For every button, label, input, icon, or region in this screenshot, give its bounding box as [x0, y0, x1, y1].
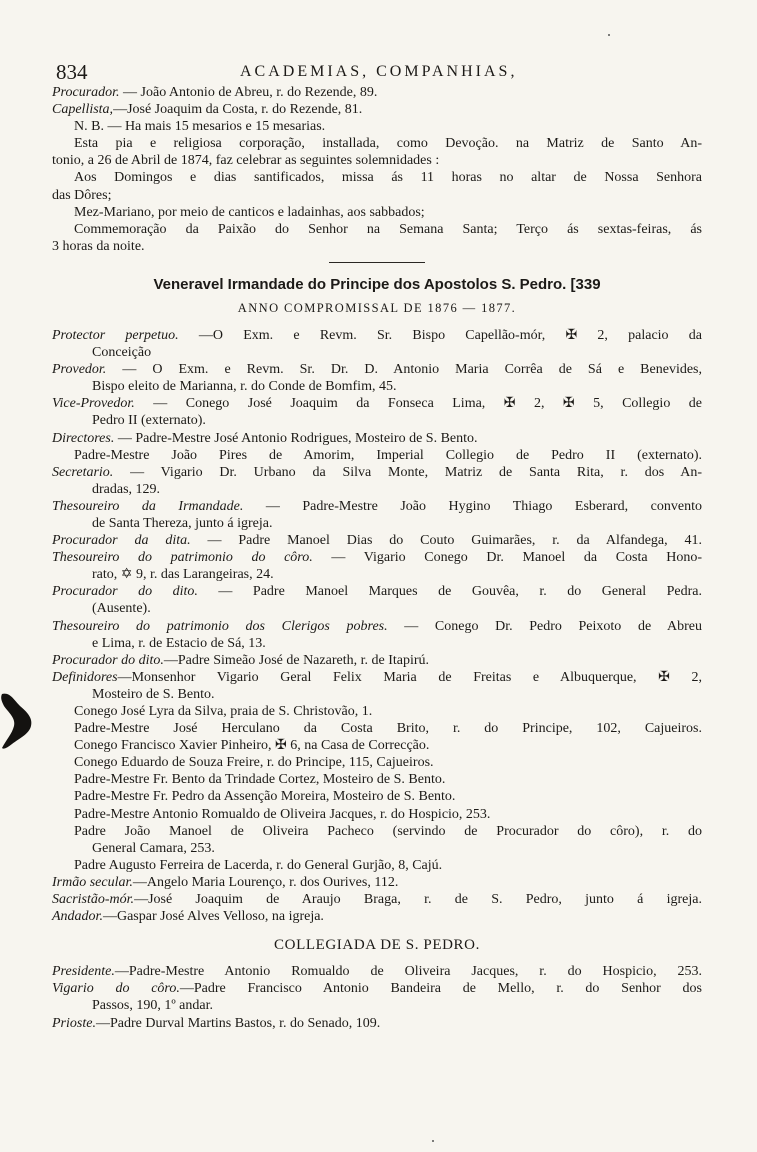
- entry-text: Conego José Lyra da Silva, praia de S. Christovão, 1.: [74, 704, 373, 719]
- entry-text: Padre Augusto Ferreira de Lacerda, r. do General Gurjão, 8, Cajú.: [74, 857, 443, 873]
- entry-line: [52, 618, 702, 635]
- margin-ink-blot: [0, 690, 34, 752]
- entry-role: Procurador do dito.: [52, 584, 198, 600]
- speck: [432, 1140, 434, 1142]
- entry-line: [52, 481, 702, 498]
- entry-text: — Vigario Dr. Urbano da Silva Monte, Matriz de Santa Rita, r. dos An-: [113, 464, 702, 480]
- entry-text: N. B. — Ha mais 15 mesarios e 15 mesarias.: [74, 119, 326, 135]
- section-entries: [52, 327, 702, 925]
- entry-line: [52, 754, 702, 771]
- collegiada-entries: [52, 963, 702, 1031]
- entry-line: [52, 600, 702, 617]
- entry-line: [52, 118, 702, 135]
- entry-role: Provedor.: [52, 362, 107, 378]
- entry-line: [52, 720, 702, 737]
- entry-line: [52, 515, 702, 532]
- entry-text: —O Exm. e Revm. Sr. Bispo Capellão-mór, ✠ 2, palacio da: [178, 327, 702, 343]
- entry-role: Vice-Provedor.: [52, 396, 135, 412]
- paragraph-line: Commemoração da Paixão do Senhor na Semana Santa; Terço ás sextas-feiras, ás: [74, 221, 702, 237]
- paragraph-line: 3 horas da noite.: [52, 238, 145, 254]
- entry-role: Definidores: [52, 669, 118, 685]
- entry-line: [52, 635, 702, 652]
- entry-line: [52, 101, 702, 118]
- entry-line: [52, 378, 702, 395]
- entry-text: Padre-Mestre João Pires de Amorim, Imperial Collegio de Pedro II (externato).: [74, 447, 702, 463]
- entry-role: Presidente.: [52, 964, 115, 980]
- paragraph-line: Esta pia e religiosa corporação, installada, como Devoção. na Matriz de Santo An-: [74, 136, 702, 152]
- entry-line: [52, 583, 702, 600]
- entry-text: —Gaspar José Alves Velloso, na igreja.: [102, 909, 324, 925]
- entry-text: Mosteiro de S. Bento.: [92, 686, 215, 702]
- entry-role: Irmão secular.: [52, 874, 133, 890]
- entry-text: —Padre-Mestre Antonio Romualdo de Oliveira Jacques, r. do Hospicio, 253.: [114, 964, 702, 980]
- entry-role: Capellista,: [52, 102, 114, 118]
- document-page: [52, 58, 702, 1032]
- entry-line: [52, 652, 702, 669]
- entry-text: Conceição: [92, 345, 152, 361]
- entry-line: [52, 447, 702, 464]
- entry-line: [52, 823, 702, 840]
- entry-line: [52, 566, 702, 583]
- entry-text: — O Exm. e Revm. Sr. Dr. D. Antonio Maria Corrêa de Sá e Benevides,: [106, 362, 702, 378]
- entry-line: [52, 532, 702, 549]
- entry-text: Conego Francisco Xavier Pinheiro, ✠ 6, na Casa de Correcção.: [74, 738, 430, 754]
- entry-text: — Conego Dr. Pedro Peixoto de Abreu: [387, 618, 703, 634]
- entry-line: [52, 963, 702, 980]
- entry-text: —Padre Simeão José de Nazareth, r. de Itapirú.: [163, 652, 430, 668]
- running-title: ACADEMIAS, COMPANHIAS,: [240, 63, 518, 80]
- entry-line: [52, 498, 702, 515]
- entry-text: dradas, 129.: [92, 481, 161, 497]
- entry-line: [52, 997, 702, 1014]
- paragraph-line: Mez-Mariano, por meio de canticos e ladainhas, aos sabbados;: [74, 204, 425, 220]
- paragraph-line: Aos Domingos e dias santificados, missa ás 11 horas no altar de Nossa Senhora: [74, 170, 702, 186]
- entry-line: [52, 412, 702, 429]
- entry-line: [52, 980, 702, 997]
- entry-line: [52, 908, 702, 925]
- entry-line: [52, 891, 702, 908]
- section-divider: [329, 262, 425, 263]
- entry-text: — João Antonio de Abreu, r. do Rezende, 89.: [119, 85, 378, 100]
- top-entries: [52, 84, 702, 135]
- entry-line: [52, 84, 702, 101]
- entry-line: [52, 703, 702, 720]
- entry-role: Procurador.: [52, 85, 120, 100]
- speck: [608, 34, 610, 36]
- entry-text: Padre-Mestre José Herculano da Costa Brito, r. do Principe, 102, Cajueiros.: [74, 721, 702, 737]
- entry-text: —Padre Durval Martins Bastos, r. do Senado, 109.: [95, 1015, 381, 1031]
- entry-line: [52, 840, 702, 857]
- entry-text: —Angelo Maria Lourenço, r. dos Ourives, 112.: [132, 874, 399, 890]
- entry-role: Thesoureiro do patrimonio do côro.: [52, 550, 313, 566]
- entry-text: Padre-Mestre Antonio Romualdo de Oliveira Jacques, r. do Hospicio, 253.: [74, 806, 491, 822]
- entry-text: General Camara, 253.: [92, 840, 215, 856]
- paragraph-line: das Dôres;: [52, 187, 112, 203]
- entry-role: Thesoureiro do patrimonio dos Clerigos pobres.: [52, 618, 388, 634]
- entry-text: —José Joaquim da Costa, r. do Rezende, 81.: [113, 102, 363, 118]
- entry-role: Prioste.: [52, 1015, 96, 1031]
- entry-text: —José Joaquim de Araujo Braga, r. de S. Pedro, junto á igreja.: [134, 892, 702, 908]
- entry-line: [52, 771, 702, 788]
- entry-line: [52, 344, 702, 361]
- entry-role: Vigario do côro.: [52, 981, 180, 997]
- entry-line: [52, 737, 702, 754]
- entry-text: Padre-Mestre Fr. Pedro da Assenção Moreira, Mosteiro de S. Bento.: [74, 789, 456, 805]
- entry-line: [52, 395, 702, 412]
- entry-line: [52, 327, 702, 344]
- entry-text: Conego Eduardo de Souza Freire, r. do Principe, 115, Cajueiros.: [74, 755, 434, 771]
- entry-role: Sacristão-mór.: [52, 892, 135, 908]
- entry-text: — Vigario Conego Dr. Manoel da Costa Hono-: [312, 550, 702, 566]
- collegiada-title: COLLEGIADA DE S. PEDRO.: [274, 937, 480, 954]
- compromissal-year: ANNO COMPROMISSAL DE 1876 — 1877.: [237, 300, 517, 315]
- entry-text: Padre-Mestre Fr. Bento da Trindade Cortez, Mosteiro de S. Bento.: [74, 772, 446, 788]
- entry-text: — Padre Manoel Marques de Gouvêa, r. do General Pedra.: [197, 584, 702, 600]
- entry-line: [52, 549, 702, 566]
- entry-line: [52, 686, 702, 703]
- entry-text: de Santa Thereza, junto á igreja.: [92, 515, 273, 531]
- entry-role: Protector perpetuo.: [52, 327, 179, 343]
- entry-line: [52, 806, 702, 823]
- entry-line: [52, 788, 702, 805]
- entry-line: [52, 857, 702, 874]
- entry-role: Andador.: [52, 909, 103, 925]
- paragraph-line: tonio, a 26 de Abril de 1874, faz celebrar as seguintes solemnidades :: [52, 153, 440, 169]
- entry-text: —Padre Francisco Antonio Bandeira de Mello, r. do Senhor dos: [179, 981, 702, 997]
- entry-text: — Padre-Mestre José Antonio Rodrigues, Mosteiro de S. Bento.: [114, 430, 478, 446]
- entry-text: (Ausente).: [92, 601, 151, 617]
- entry-role: Secretario.: [52, 464, 114, 480]
- devotion-paragraph: [52, 135, 702, 255]
- entry-text: — Padre Manoel Dias do Couto Guimarães, r. da Alfandega, 41.: [190, 533, 703, 549]
- entry-text: Padre João Manoel de Oliveira Pacheco (servindo de Procurador do côro), r. do: [74, 823, 702, 839]
- entry-line: [52, 874, 702, 891]
- page-number: 834: [56, 60, 88, 84]
- entry-line: [52, 430, 702, 447]
- page-header: [52, 58, 702, 84]
- entry-text: — Padre-Mestre João Hygino Thiago Esberard, convento: [243, 498, 702, 514]
- entry-line: [52, 1015, 702, 1032]
- entry-text: Pedro II (externato).: [92, 413, 206, 429]
- section-title: Veneravel Irmandade do Principe dos Apostolos S. Pedro. [339: [153, 275, 601, 293]
- entry-role: Thesoureiro da Irmandade.: [52, 498, 244, 514]
- entry-text: Passos, 190, 1º andar.: [92, 998, 214, 1014]
- entry-line: [52, 361, 702, 378]
- entry-line: [52, 669, 702, 686]
- entry-line: [52, 464, 702, 481]
- entry-text: —Monsenhor Vigario Geral Felix Maria de Freitas e Albuquerque, ✠ 2,: [117, 669, 702, 685]
- entry-text: e Lima, r. de Estacio de Sá, 13.: [92, 635, 266, 651]
- entry-text: — Conego José Joaquim da Fonseca Lima, ✠ 2, ✠ 5, Collegio de: [134, 396, 702, 412]
- entry-text: Bispo eleito de Marianna, r. do Conde de Bomfim, 45.: [92, 379, 397, 395]
- entry-role: Directores.: [52, 430, 115, 446]
- entry-role: Procurador da dita.: [52, 533, 191, 549]
- entry-text: rato, ✡ 9, r. das Larangeiras, 24.: [92, 567, 274, 583]
- entry-role: Procurador do dito.: [52, 652, 164, 668]
